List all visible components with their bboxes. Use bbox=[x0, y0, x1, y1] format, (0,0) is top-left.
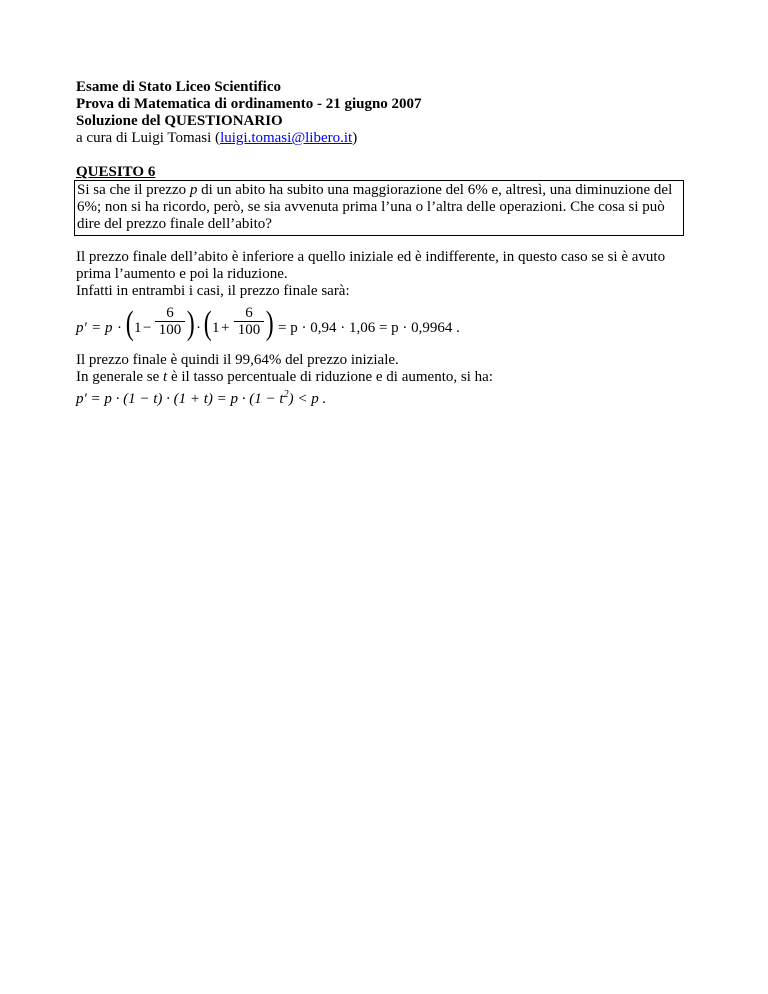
general-factor-1: (1 − t) bbox=[123, 391, 163, 407]
para4-start: In generale se bbox=[76, 369, 164, 385]
formula-one-2: 1 bbox=[212, 320, 220, 336]
formula-fraction-2 bbox=[233, 305, 265, 338]
question-variable: p bbox=[189, 182, 198, 198]
para4-variable: t bbox=[163, 369, 168, 385]
general-lhs: p' = p · bbox=[76, 391, 124, 407]
formula-price-computation bbox=[76, 300, 692, 352]
formula-paren-open-2: ( bbox=[203, 305, 212, 342]
solution-paragraph-2: Infatti in entrambi i casi, il prezzo finale sarà: bbox=[76, 283, 350, 299]
document-header bbox=[76, 79, 692, 147]
general-factor-3-start: (1 − t bbox=[249, 391, 284, 407]
formula-paren-close: ) bbox=[186, 305, 195, 342]
formula-paren-open: ( bbox=[125, 305, 134, 342]
formula-result: = p · 0,94 · 1,06 = p · 0,9964 . bbox=[278, 320, 460, 336]
question-box bbox=[74, 180, 684, 236]
formula-plus: + bbox=[221, 320, 230, 336]
author-email-link[interactable]: luigi.tomasi@libero.it bbox=[220, 130, 353, 146]
formula-lhs: p' bbox=[76, 320, 87, 336]
author-suffix: ) bbox=[352, 130, 358, 146]
general-factor-3-end: ) bbox=[288, 391, 294, 407]
fraction-numerator: 6 bbox=[166, 305, 174, 321]
fraction-denominator: 100 bbox=[158, 322, 182, 338]
question-text-end: di un abito ha subito una maggiorazione del 6% e, altresì, una diminuzione del 6%; non si ha ricordo, però, se sia avvenuta prima l’una o l’altra delle operazioni. Che cosa si può dire del prezzo finale dell’abito? bbox=[77, 182, 673, 232]
para4-end: è il tasso percentuale di riduzione e di aumento, si ha: bbox=[167, 369, 493, 385]
question-text-start: Si sa che il prezzo bbox=[77, 182, 190, 198]
solution-paragraph-1: Il prezzo finale dell’abito è inferiore a quello iniziale ed è indifferente, in questo caso se si è avuto prima l’aumento e poi la riduzione. bbox=[76, 249, 666, 282]
solution-paragraph-4 bbox=[76, 369, 692, 386]
fraction-denominator-2: 100 bbox=[237, 322, 261, 338]
formula-fraction bbox=[154, 305, 186, 338]
formula-dot: · bbox=[117, 320, 122, 336]
formula-equals: = bbox=[92, 320, 101, 336]
general-dot: · bbox=[162, 391, 174, 407]
general-inequality: < p . bbox=[293, 391, 327, 407]
formula-p: p bbox=[105, 320, 113, 336]
formula-one: 1 bbox=[134, 320, 142, 336]
header-exam-title: Esame di Stato Liceo Scientifico bbox=[76, 79, 281, 95]
general-equals: = p · bbox=[212, 391, 250, 407]
header-author bbox=[76, 130, 692, 147]
formula-general bbox=[76, 386, 692, 406]
general-factor-2: (1 + t) bbox=[173, 391, 213, 407]
header-exam-subtitle: Prova di Matematica di ordinamento - 21 giugno 2007 bbox=[76, 96, 422, 112]
general-exponent: 2 bbox=[283, 389, 289, 400]
solution-paragraph-3: Il prezzo finale è quindi il 99,64% del prezzo iniziale. bbox=[76, 352, 399, 368]
author-prefix: a cura di Luigi Tomasi ( bbox=[76, 130, 221, 146]
fraction-numerator-2: 6 bbox=[245, 305, 253, 321]
formula-dot-2: · bbox=[196, 320, 201, 336]
formula-paren-close-2: ) bbox=[265, 305, 274, 342]
formula-minus: − bbox=[143, 320, 152, 336]
solution-body bbox=[76, 249, 692, 406]
header-solution-title: Soluzione del QUESTIONARIO bbox=[76, 113, 283, 129]
question-title: QUESITO 6 bbox=[76, 164, 156, 180]
